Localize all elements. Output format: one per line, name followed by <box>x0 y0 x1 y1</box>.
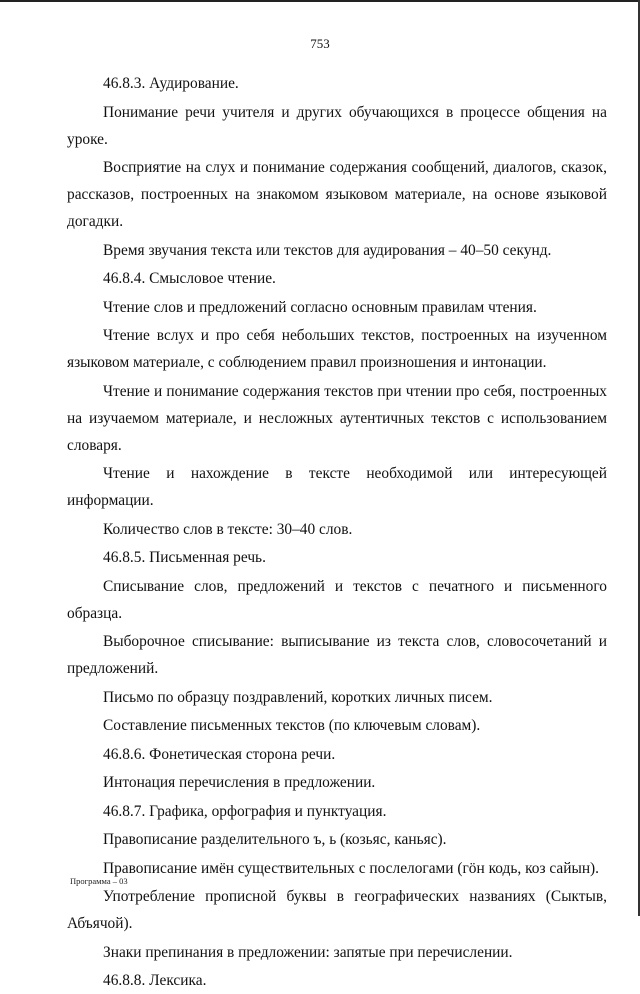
paragraph: Интонация перечисления в предложении. <box>103 774 376 791</box>
paragraph: Чтение и понимание содержания текстов при чтении про себя, построенных на изучаемом материале, и несложных аутентичных текстов с использованием словаря. <box>67 382 607 454</box>
paragraph: Правописание разделительного ъ, ь (козьяс, каньяс). <box>103 831 447 848</box>
document-body <box>67 70 607 994</box>
heading-writing: 46.8.5. Письменная речь. <box>103 549 266 566</box>
heading-graphics: 46.8.7. Графика, орфография и пунктуация. <box>103 802 387 820</box>
paragraph: Знаки препинания в предложении: запятые при перечислении. <box>103 943 513 961</box>
heading-phonetics: 46.8.6. Фонетическая сторона речи. <box>103 745 336 763</box>
paragraph: Восприятие на слух и понимание содержания сообщений, диалогов, сказок, рассказов, построенных на знакомом языковом материале, на основе языковой догадки. <box>67 159 607 230</box>
paragraph: Списывание слов, предложений и текстов с печатного и письменного образца. <box>67 577 607 622</box>
heading-auding: 46.8.3. Аудирование. <box>103 75 239 92</box>
page-number: 753 <box>310 36 330 51</box>
paragraph: Выборочное списывание: выписывание из текста слов, словосочетаний и предложений. <box>67 633 607 677</box>
heading-lexis: 46.8.8. Лексика. <box>103 972 207 989</box>
paragraph: Письмо по образцу поздравлений, коротких личных писем. <box>103 688 493 706</box>
paragraph: Чтение слов и предложений согласно основным правилам чтения. <box>103 298 537 316</box>
paragraph: Составление письменных текстов (по ключевым словам). <box>103 717 481 734</box>
paragraph: Количество слов в тексте: 30–40 слов. <box>103 520 353 538</box>
paragraph: Правописание имён существительных с послелогами (гöн кодь, коз сайын). <box>103 859 600 877</box>
footer-label: Программа – 03 <box>70 876 128 886</box>
paragraph: Понимание речи учителя и других обучающихся в процессе общения на уроке. <box>67 103 607 148</box>
paragraph: Чтение и нахождение в тексте необходимой или интересующей информации. <box>67 465 607 509</box>
heading-reading: 46.8.4. Смысловое чтение. <box>103 270 276 287</box>
paragraph: Чтение вслух и про себя небольших текстов, построенных на изученном языковом материале, с соблюдением правил произношения и интонации. <box>67 327 607 371</box>
scan-edge-top <box>0 0 640 2</box>
paragraph: Время звучания текста или текстов для аудирования – 40–50 секунд. <box>103 241 552 259</box>
paragraph: Употребление прописной буквы в географических названиях (Сыктыв, Абъячой). <box>67 888 607 932</box>
